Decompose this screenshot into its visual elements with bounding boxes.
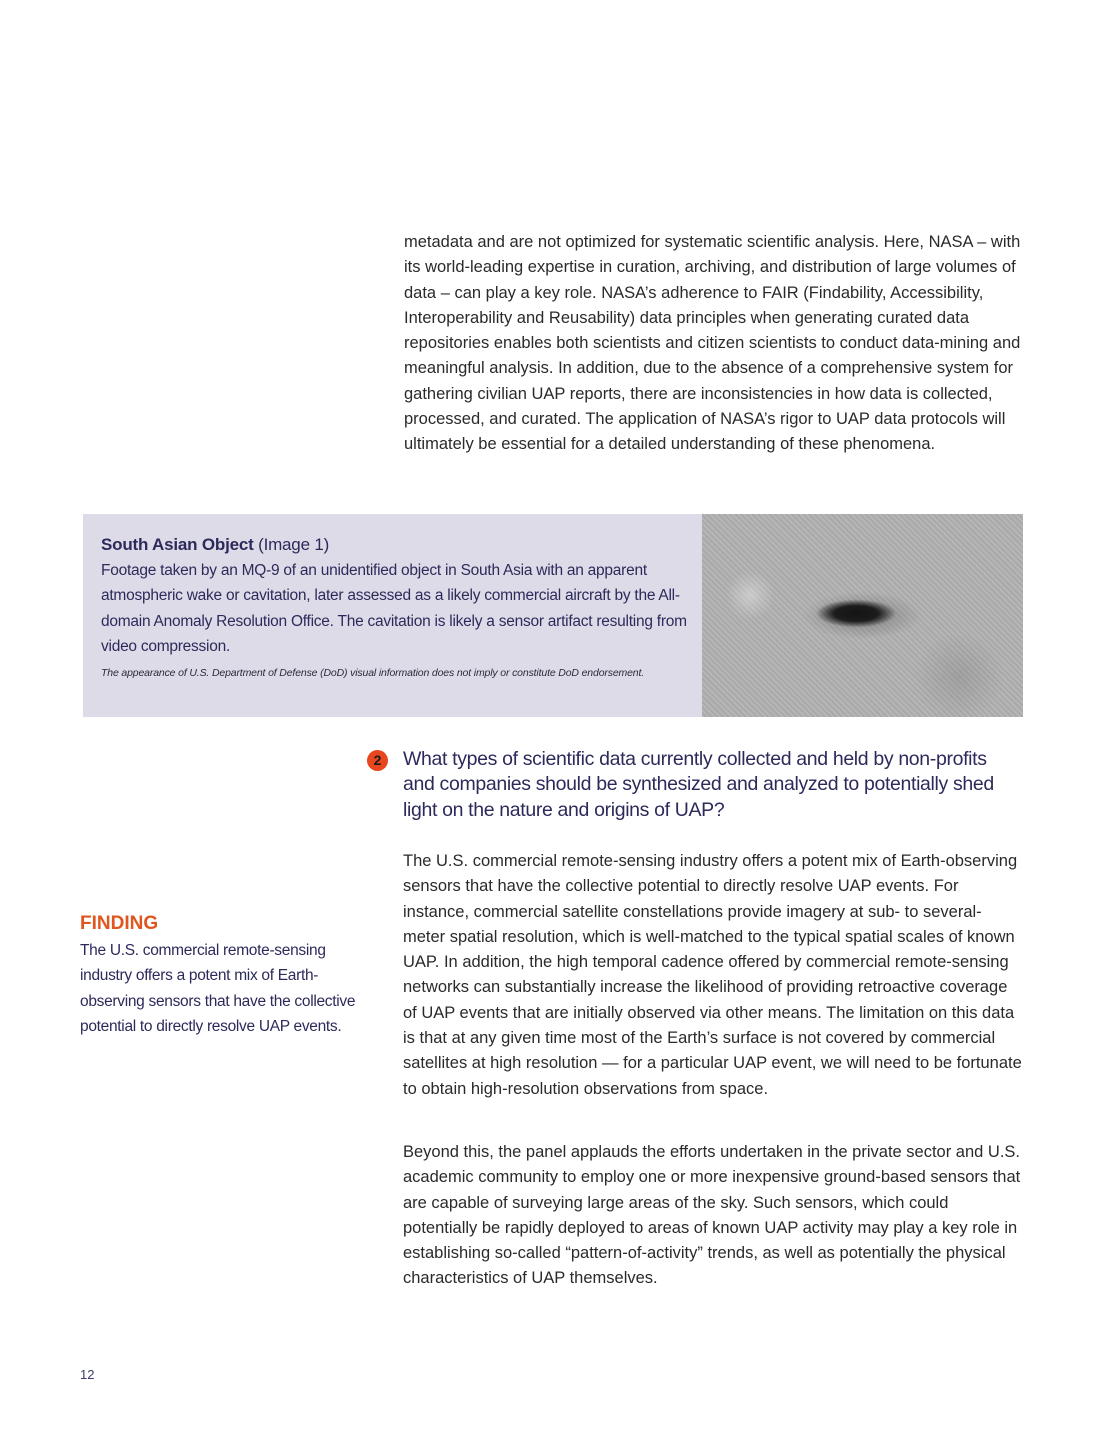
image-caption xyxy=(101,532,691,679)
body-paragraph-2: Beyond this, the panel applauds the efforts undertaken in the private sector and U.S. academic community to employ one or more inexpensive ground-based sensors that are capable of surveying large areas of the sky. Such sensors, which could potentially be rapidly deployed to areas of known UAP activity may play a key role in establishing so-called “pattern-of-activity” trends, as well as potentially the physical characteristics of UAP themselves. xyxy=(403,1143,1021,1288)
object-photo xyxy=(702,514,1023,717)
caption-image-ref: (Image 1) xyxy=(258,535,330,554)
finding-heading: FINDING xyxy=(80,913,159,934)
page-number: 12 xyxy=(80,1367,95,1382)
image-callout-box xyxy=(83,514,1023,717)
intro-paragraph: metadata and are not optimized for systematic scientific analysis. Here, NASA – with its world-leading expertise in curation, archiving, and distribution of large volumes of data – can play a key role. NASA’s adherence to FAIR (Findability, Accessibility, Interoperability and Reusability) data principles when generating curated data repositories enables both scientists and citizen scientists to conduct data-mining and meaningful analysis. In addition, due to the absence of a comprehensive system for gathering civilian UAP reports, there are inconsistencies in how data is collected, processed, and curated. The application of NASA’s rigor to UAP data protocols will ultimately be essential for a detailed understanding of these phenomena. xyxy=(404,233,1021,454)
body-paragraph-1: The U.S. commercial remote-sensing industry offers a potent mix of Earth-observing sensors that have the collective potential to directly resolve UAP events. For instance, commercial satellite constellations provide imagery at sub- to several-meter spatial resolution, which is well-matched to the typical spatial scales of known UAP. In addition, the high temporal cadence offered by commercial remote-sensing networks can substantially increase the likelihood of providing retroactive coverage of UAP events that are initially observed via other means. The limitation on this data is that at any given time most of the Earth’s surface is not covered by commercial satellites at high resolution — for a particular UAP event, we will need to be fortunate to obtain high-resolution observations from space. xyxy=(403,852,1022,1098)
question-number-badge: 2 xyxy=(367,750,388,771)
finding-text: The U.S. commercial remote-sensing industry offers a potent mix of Earth-observing sensors that have the collective potential to directly resolve UAP events. xyxy=(80,942,356,1035)
caption-disclaimer: The appearance of U.S. Department of Defense (DoD) visual information does not imply or constitute DoD endorsement. xyxy=(101,667,645,680)
caption-title-line xyxy=(101,532,691,558)
caption-text: Footage taken by an MQ-9 of an unidentified object in South Asia with an apparent atmospheric wake or cavitation, later assessed as a likely commercial aircraft by the All-domain Anomaly Resolution Office. The cavitation is likely a sensor artifact resulting from video compression. xyxy=(101,562,687,655)
caption-title: South Asian Object xyxy=(101,535,254,554)
question-heading: What types of scientific data currently collected and held by non-profits and companies should be synthesized and analyzed to potentially shed light on the nature and origins of UAP? xyxy=(403,748,994,821)
finding-sidebar xyxy=(80,912,370,1039)
